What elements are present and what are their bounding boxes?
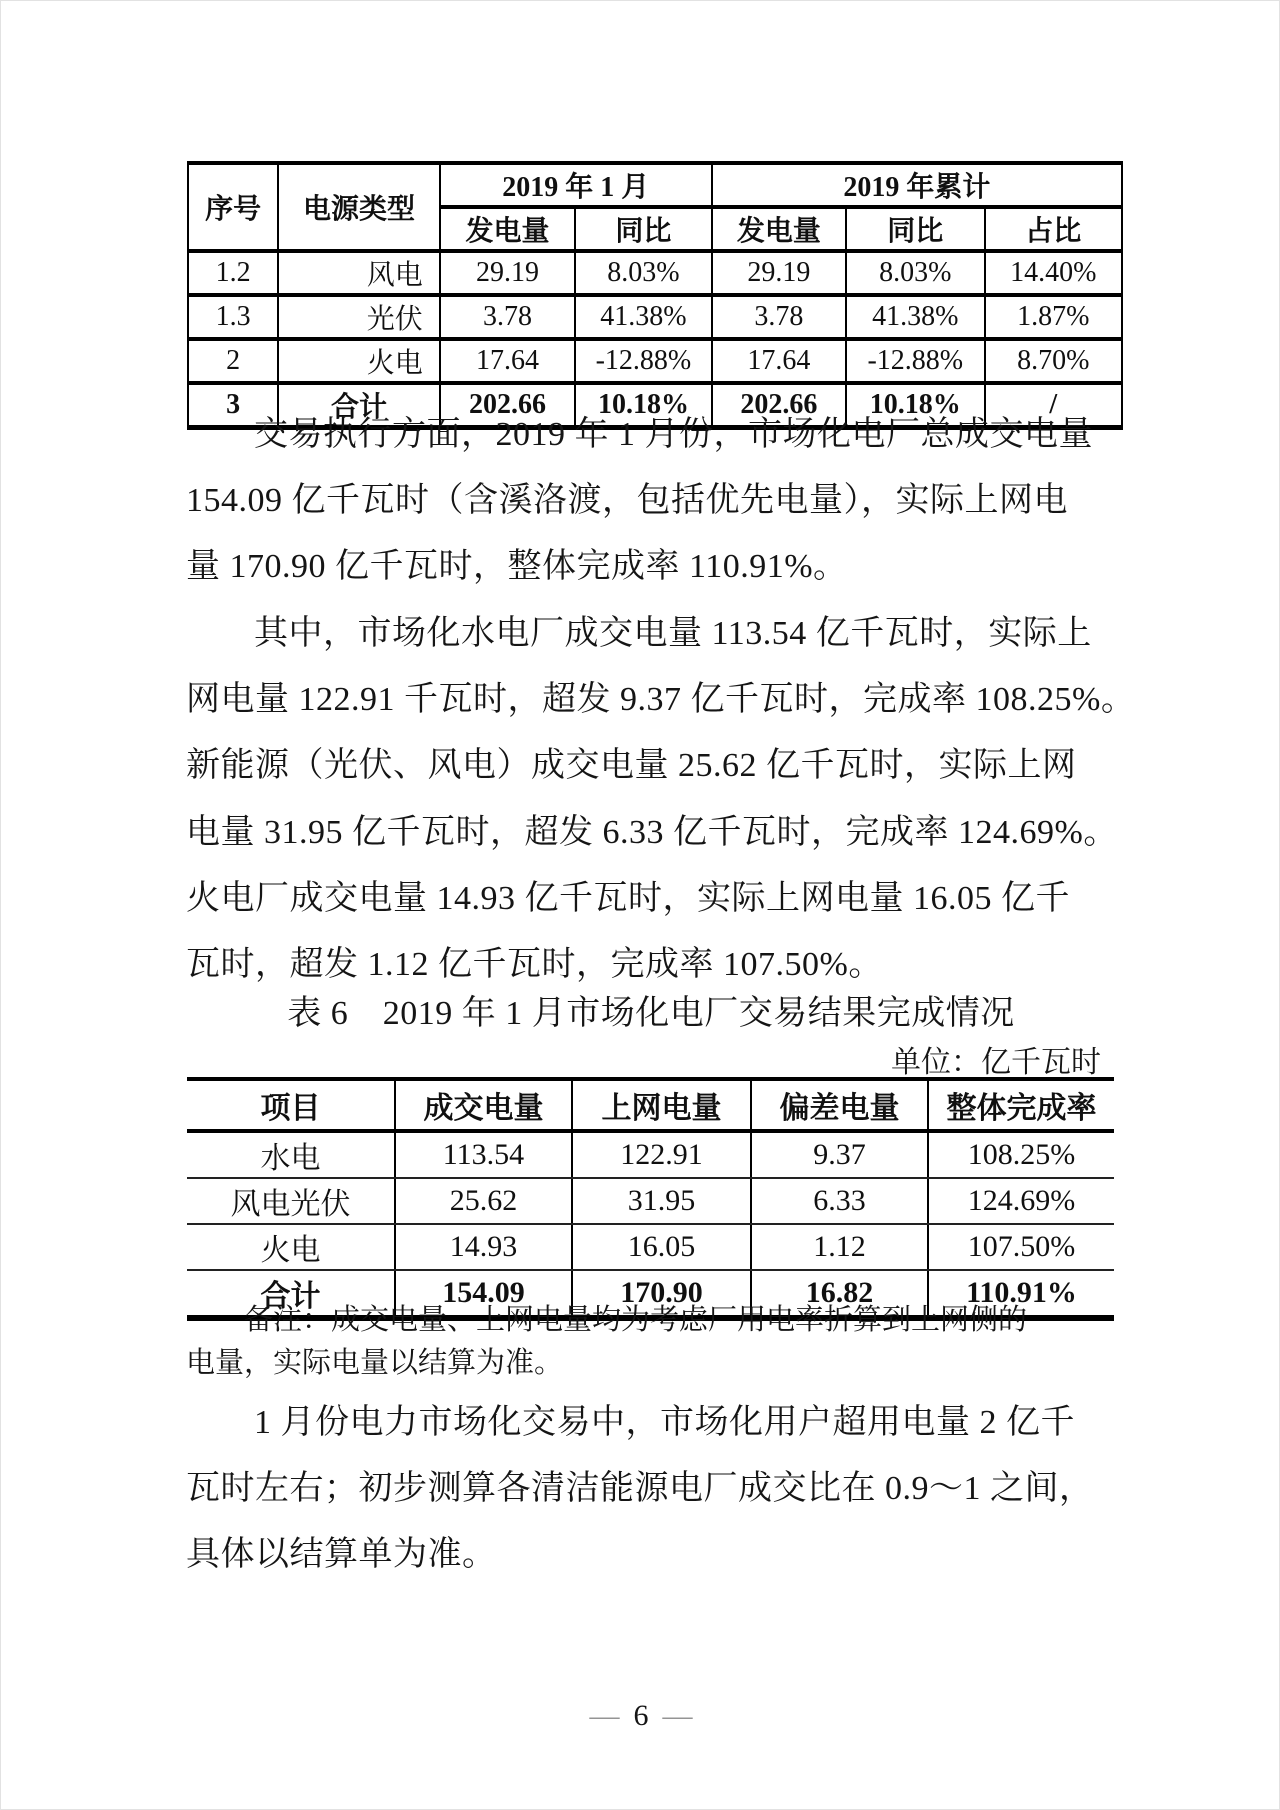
col-header-gen: 发电量 bbox=[440, 207, 575, 251]
note-line: 电量，实际电量以结算为准。 bbox=[186, 1347, 564, 1379]
body-text-line: 154.09 亿千瓦时（含溪洛渡，包括优先电量），实际上网电 bbox=[186, 482, 1068, 519]
body-text-line: 具体以结算单为准。 bbox=[186, 1536, 497, 1573]
generation-table bbox=[187, 161, 1123, 430]
cell-gen: 202.66 bbox=[440, 383, 575, 428]
cell-gen: 17.64 bbox=[440, 339, 575, 383]
cell-completion: 108.25% bbox=[928, 1131, 1114, 1178]
body-text-line: 瓦时，超发 1.12 亿千瓦时，完成率 107.50%。 bbox=[186, 946, 883, 983]
body-text-line: 1 月份电力市场化交易中，市场化用户超用电量 2 亿千 bbox=[254, 1404, 1075, 1441]
completion-table bbox=[187, 1077, 1114, 1321]
col-header-ongrid: 上网电量 bbox=[572, 1079, 751, 1131]
cell-share: / bbox=[985, 383, 1122, 428]
cell-item: 水电 bbox=[187, 1131, 395, 1178]
body-text-line: 其中，市场化水电厂成交电量 113.54 亿千瓦时，实际上 bbox=[254, 615, 1092, 652]
cell-completion: 107.50% bbox=[928, 1224, 1114, 1270]
body-text-line: 网电量 122.91 千瓦时，超发 9.37 亿千瓦时，完成率 108.25%。 bbox=[186, 681, 1136, 718]
body-text-line: 新能源（光伏、风电）成交电量 25.62 亿千瓦时，实际上网 bbox=[186, 747, 1077, 784]
cell-seq: 1.2 bbox=[188, 251, 278, 295]
cell-yoy: 41.38% bbox=[575, 295, 711, 339]
cell-type: 光伏 bbox=[278, 295, 440, 339]
cell-type: 风电 bbox=[278, 251, 440, 295]
cell-traded: 113.54 bbox=[395, 1131, 572, 1178]
cell-item: 合计 bbox=[260, 1280, 321, 1313]
table-row bbox=[187, 1178, 1114, 1224]
table-row bbox=[188, 251, 1122, 295]
col-header-deviation: 偏差电量 bbox=[751, 1079, 928, 1131]
cell-item: 火电 bbox=[187, 1224, 395, 1270]
cell-deviation: 6.33 bbox=[751, 1178, 928, 1224]
col-header-seq: 序号 bbox=[188, 163, 278, 251]
body-text-line: 火电厂成交电量 14.93 亿千瓦时，实际上网电量 16.05 亿千 bbox=[186, 880, 1070, 917]
table6-caption: 表 6 2019 年 1 月市场化电厂交易结果完成情况 bbox=[287, 995, 1015, 1032]
cell-completion: 110.91% bbox=[928, 1270, 1114, 1318]
cell-yoy-cum: -12.88% bbox=[846, 339, 984, 383]
cell-item: 风电光伏 bbox=[187, 1178, 395, 1224]
body-text-line: 瓦时左右；初步测算各清洁能源电厂成交比在 0.9～1 之间， bbox=[186, 1470, 1094, 1507]
cell-share: 8.70% bbox=[985, 339, 1122, 383]
cell-yoy: 10.18% bbox=[575, 383, 711, 428]
cell-ongrid: 16.05 bbox=[572, 1224, 751, 1270]
cell-deviation: 16.82 bbox=[751, 1270, 928, 1318]
cell-yoy-cum: 41.38% bbox=[846, 295, 984, 339]
col-header-share: 占比 bbox=[985, 207, 1122, 251]
cell-yoy-cum: 10.18% bbox=[846, 383, 984, 428]
cell-ongrid: 122.91 bbox=[572, 1131, 751, 1178]
footer-dash-left: — bbox=[589, 1699, 620, 1732]
cell-gen-cum: 29.19 bbox=[712, 251, 846, 295]
cell-traded: 154.09 bbox=[395, 1270, 572, 1318]
footer-number: 6 bbox=[633, 1699, 649, 1732]
cell-share: 1.87% bbox=[985, 295, 1122, 339]
col-header-completion: 整体完成率 bbox=[928, 1079, 1114, 1131]
cell-traded: 14.93 bbox=[395, 1224, 572, 1270]
table-row bbox=[187, 1224, 1114, 1270]
cell-type: 合计 bbox=[278, 383, 440, 428]
col-group-cumulative: 2019 年累计 bbox=[712, 163, 1122, 207]
cell-gen-cum: 3.78 bbox=[712, 295, 846, 339]
cell-ongrid: 31.95 bbox=[572, 1178, 751, 1224]
note-line: 备注：成交电量、上网电量均为考虑厂用电率折算到上网侧的 bbox=[244, 1304, 1028, 1336]
table-row bbox=[188, 339, 1122, 383]
cell-seq: 1.3 bbox=[188, 295, 278, 339]
body-text-line: 电量 31.95 亿千瓦时，超发 6.33 亿千瓦时，完成率 124.69%。 bbox=[186, 814, 1118, 851]
cell-deviation: 9.37 bbox=[751, 1131, 928, 1178]
body-text-line: 交易执行方面，2019 年 1 月份，市场化电厂总成交电量 bbox=[254, 416, 1093, 453]
cell-deviation: 1.12 bbox=[751, 1224, 928, 1270]
table6-unit-label: 单位：亿千瓦时 bbox=[891, 1046, 1101, 1079]
cell-share: 14.40% bbox=[985, 251, 1122, 295]
cell-seq: 3 bbox=[188, 383, 278, 428]
cell-ongrid: 170.90 bbox=[572, 1270, 751, 1318]
cell-gen: 29.19 bbox=[440, 251, 575, 295]
col-header-yoy: 同比 bbox=[575, 207, 711, 251]
cell-yoy: -12.88% bbox=[575, 339, 711, 383]
cell-gen-cum: 17.64 bbox=[712, 339, 846, 383]
col-header-traded: 成交电量 bbox=[395, 1079, 572, 1131]
col-header-yoy-cum: 同比 bbox=[846, 207, 984, 251]
col-header-item: 项目 bbox=[187, 1079, 395, 1131]
cell-traded: 25.62 bbox=[395, 1178, 572, 1224]
col-header-type: 电源类型 bbox=[278, 163, 440, 251]
table-row bbox=[187, 1131, 1114, 1178]
cell-gen-cum: 202.66 bbox=[712, 383, 846, 428]
cell-completion: 124.69% bbox=[928, 1178, 1114, 1224]
col-header-gen-cum: 发电量 bbox=[712, 207, 846, 251]
cell-seq: 2 bbox=[188, 339, 278, 383]
table-header-row bbox=[188, 163, 1122, 207]
cell-yoy-cum: 8.03% bbox=[846, 251, 984, 295]
body-text-line: 量 170.90 亿千瓦时，整体完成率 110.91%。 bbox=[186, 548, 848, 585]
cell-yoy: 8.03% bbox=[575, 251, 711, 295]
cell-gen: 3.78 bbox=[440, 295, 575, 339]
table-header-row bbox=[187, 1079, 1114, 1131]
page-number bbox=[1, 1699, 1280, 1733]
col-group-month: 2019 年 1 月 bbox=[440, 163, 712, 207]
footer-dash-right: — bbox=[662, 1699, 693, 1732]
table-row bbox=[188, 295, 1122, 339]
cell-type: 火电 bbox=[278, 339, 440, 383]
